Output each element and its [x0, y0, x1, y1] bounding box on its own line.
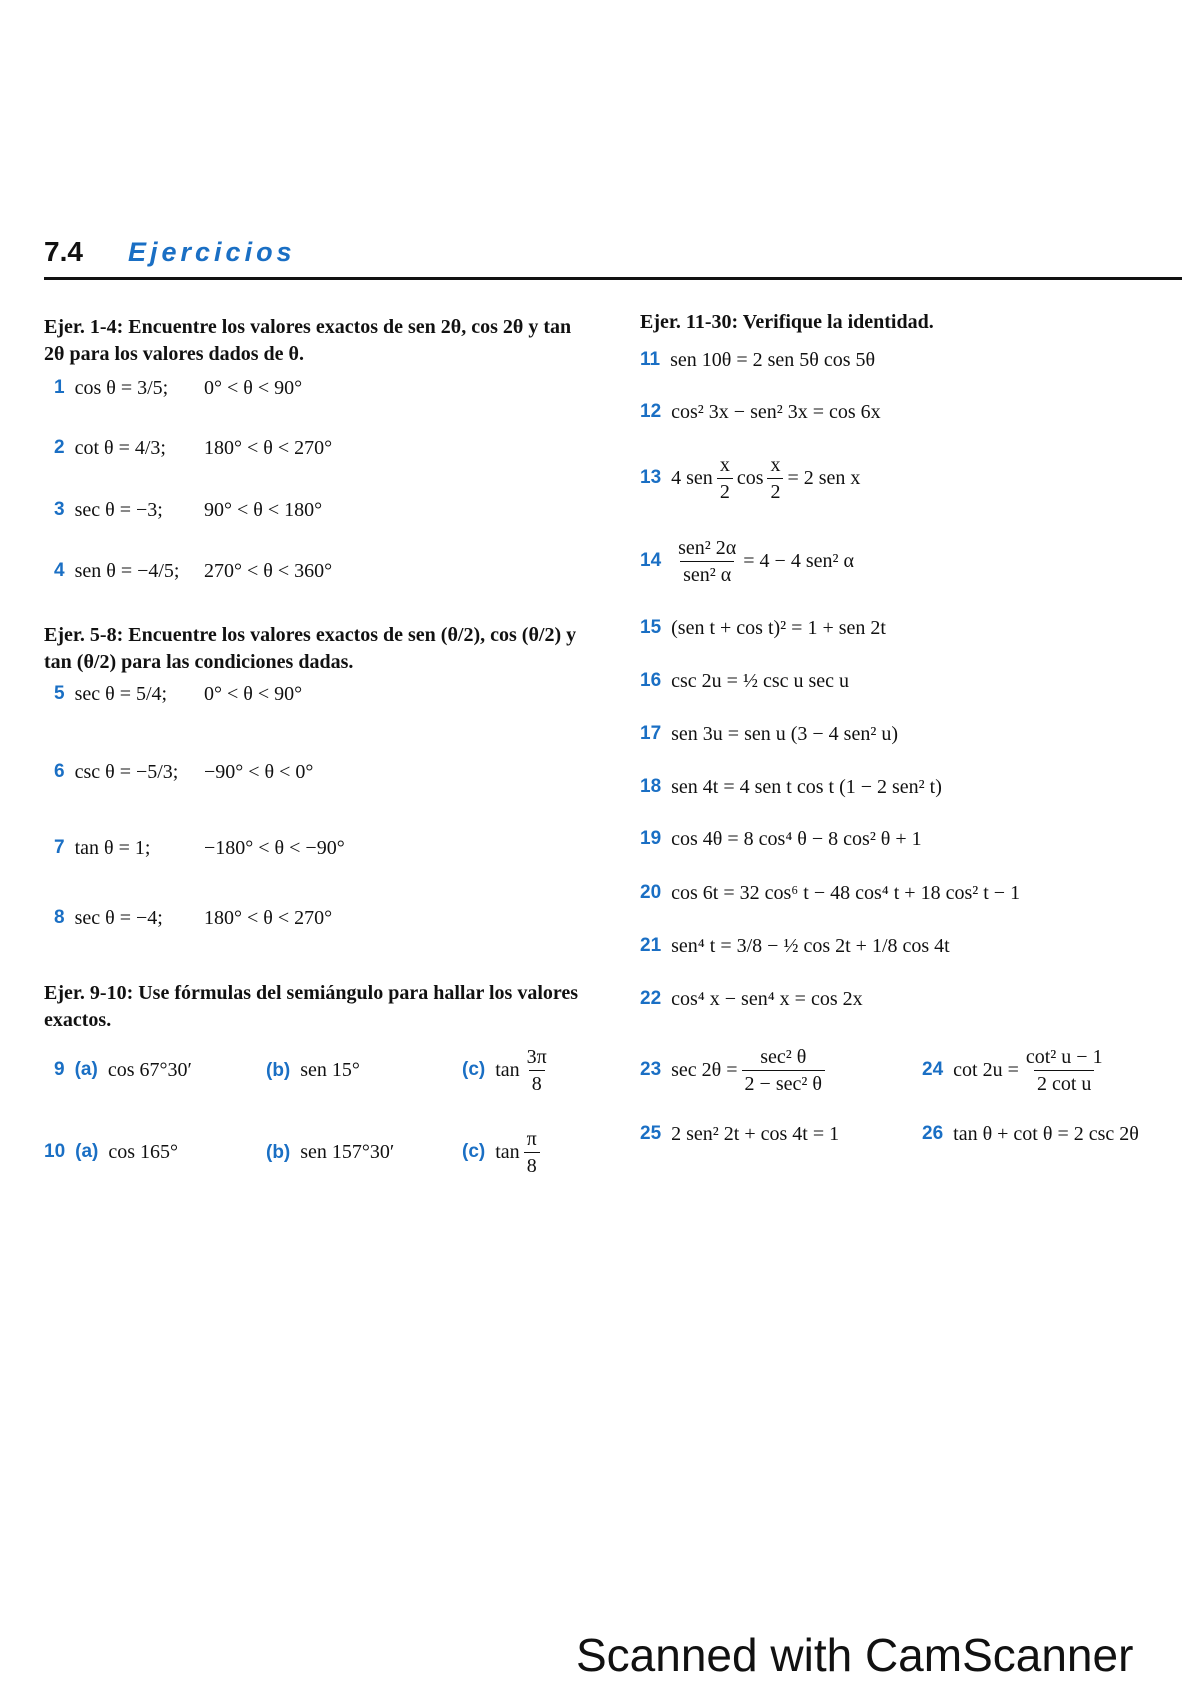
exercise-3: 3 sec θ = −3; 90° < θ < 180°: [54, 498, 323, 521]
fraction: $\frac{\pi}{8}$: [524, 1126, 540, 1179]
exercise-13: 13 4 sen $\frac{x}{2}$ cos $\frac{x}{2}$ = 2 sen x: [640, 453, 861, 503]
instruction-11-30: Ejer. 11-30: Verifique la identidad.: [640, 311, 934, 333]
exercise-14: 14 $\frac{\text{sen² 2α}}{\text{sen² α}}$ = 4 − 4 sen² α: [640, 536, 854, 586]
fraction: $\frac{\text{sen² 2α}}{\text{sen² α}}$: [678, 536, 737, 586]
exercise-1: 1 cos θ = 3/5; 0° < θ < 90°: [54, 376, 303, 399]
exercise-16: 16 csc 2u = ½ csc u sec u: [640, 669, 850, 692]
fraction: $\frac{x}{2}$: [717, 452, 733, 505]
fraction: $\frac{\text{cot² u − 1}}{\text{2 cot u}}$: [1025, 1045, 1103, 1095]
fraction: $\frac{x}{2}$: [767, 452, 783, 505]
exercise-11: 11 sen 10θ = 2 sen 5θ cos 5θ: [640, 348, 876, 371]
exercise-22: 22 cos⁴ x − sen⁴ x = cos 2x: [640, 987, 863, 1010]
fraction: $\frac{\text{sec² θ}}{\text{2 − sec² θ}}$: [742, 1044, 825, 1097]
exercise-24: 24 cot 2u = $\frac{\text{cot² u − 1}}{\text{2 cot u}}$: [922, 1040, 1110, 1100]
exercise-9: 9 (a) cos 67°30′ (b) sen 15° (c) tan $\frac{3\pi}{8}$: [54, 1040, 584, 1100]
exercise-12: 12 cos² 3x − sen² 3x = cos 6x: [640, 400, 881, 423]
instruction-5-8: Ejer. 5-8: Encuentre los valores exactos de sen (θ/2), cos (θ/2) y tan (θ/2) para las condiciones dadas.: [44, 624, 577, 673]
header-rule: [44, 277, 1182, 280]
exercise-10: 10 (a) cos 165° (b) sen 157°30′ (c) tan $\frac{\pi}{8}$: [44, 1122, 584, 1182]
exercise-18: 18 sen 4t = 4 sen t cos t (1 − 2 sen² t): [640, 775, 942, 798]
exercise-17: 17 sen 3u = sen u (3 − 4 sen² u): [640, 722, 898, 745]
exercise-4: 4 sen θ = −4/5; 270° < θ < 360°: [54, 559, 333, 582]
exercise-20: 20 cos 6t = 32 cos⁶ t − 48 cos⁴ t + 18 cos² t − 1: [640, 881, 1021, 904]
exercise-6: 6 csc θ = −5/3; −90° < θ < 0°: [54, 760, 314, 783]
section-number: 7.4: [44, 236, 83, 267]
exercise-5: 5 sec θ = 5/4; 0° < θ < 90°: [54, 682, 303, 705]
exercise-7: 7 tan θ = 1; −180° < θ < −90°: [54, 836, 345, 859]
section-header: [44, 236, 1182, 276]
fraction: $\frac{3\pi}{8}$: [526, 1045, 547, 1095]
instruction-1-4: Ejer. 1-4: Encuentre los valores exactos de sen 2θ, cos 2θ y tan 2θ para los valores dados de θ.: [44, 316, 572, 365]
exercise-21: 21 sen⁴ t = 3/8 − ½ cos 2t + 1/8 cos 4t: [640, 934, 950, 957]
exercise-8: 8 sec θ = −4; 180° < θ < 270°: [54, 906, 333, 929]
instruction-9-10: Ejer. 9-10: Use fórmulas del semiángulo para hallar los valores exactos.: [44, 982, 579, 1031]
exercise-19: 19 cos 4θ = 8 cos⁴ θ − 8 cos² θ + 1: [640, 827, 922, 850]
exercise-2: 2 cot θ = 4/3; 180° < θ < 270°: [54, 436, 333, 459]
exercise-15: 15 (sen t + cos t)² = 1 + sen 2t: [640, 616, 886, 639]
section-title: Ejercicios: [128, 237, 296, 267]
exercise-23: 23 sec 2θ = $\frac{\text{sec² θ}}{\text{2 − sec² θ}}$: [640, 1040, 829, 1100]
scanner-watermark: Scanned with CamScanner: [576, 1629, 1134, 1681]
exercise-26: 26 tan θ + cot θ = 2 csc 2θ: [922, 1122, 1139, 1145]
exercise-25: 25 2 sen² 2t + cos 4t = 1: [640, 1122, 840, 1145]
